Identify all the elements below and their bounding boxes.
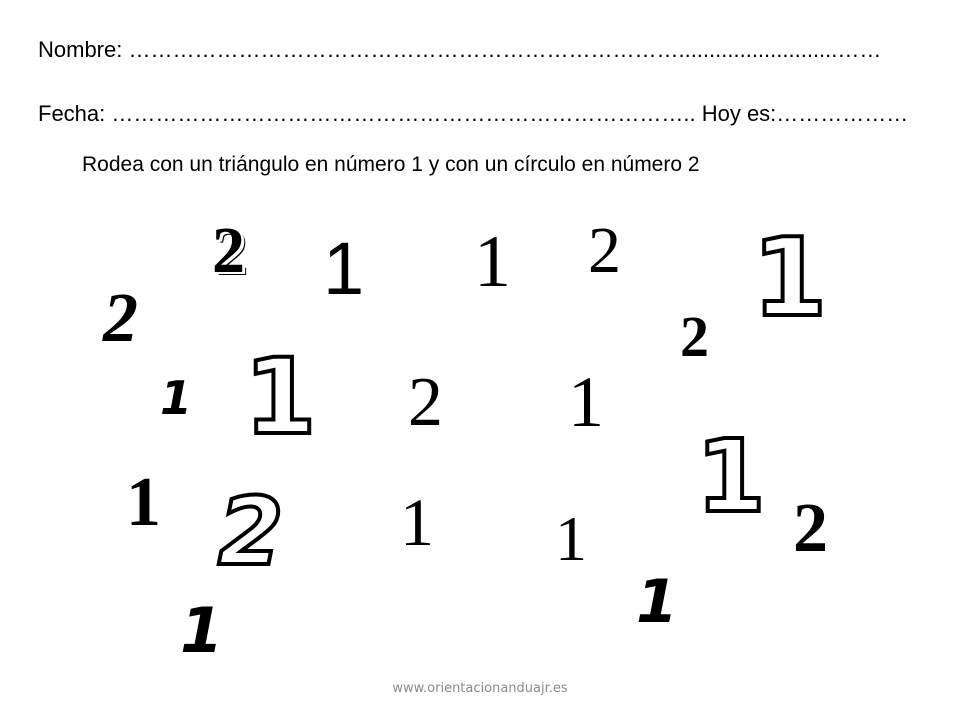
digit-2: 2 [680,304,709,369]
digit-2: 2 [793,490,828,567]
digit-1: 1 [180,594,224,667]
digit-1: 1 [568,362,604,442]
digit-1: 1 [400,484,434,560]
nombre-line: Nombre: …………………………………………………………………..........................…… [38,37,882,62]
digit-1: 1 [160,371,193,425]
fecha-line: Fecha: …………………………………………………………………….. Hoy es:……………… [38,101,909,126]
digit-2: 2 [218,478,284,587]
digit-1: 1 [244,336,317,458]
digit-1: 1 [126,464,161,541]
footer-url: www.orientacionanduajr.es [392,681,568,696]
instruction-text: Rodea con un triángulo en número 1 y con un círculo en número 2 [82,153,700,176]
digit-2: 2 [408,364,443,441]
digit-1: 1 [555,503,587,574]
digit-2: 2 [588,214,621,287]
digit-1: 1 [636,567,678,637]
digit-1: 1 [323,227,365,310]
digit-2: 2 [212,214,245,287]
digit-1: 1 [752,216,828,341]
digit-1: 1 [696,418,766,535]
digit-2: 2 [103,280,138,357]
digit-1: 1 [474,221,511,303]
